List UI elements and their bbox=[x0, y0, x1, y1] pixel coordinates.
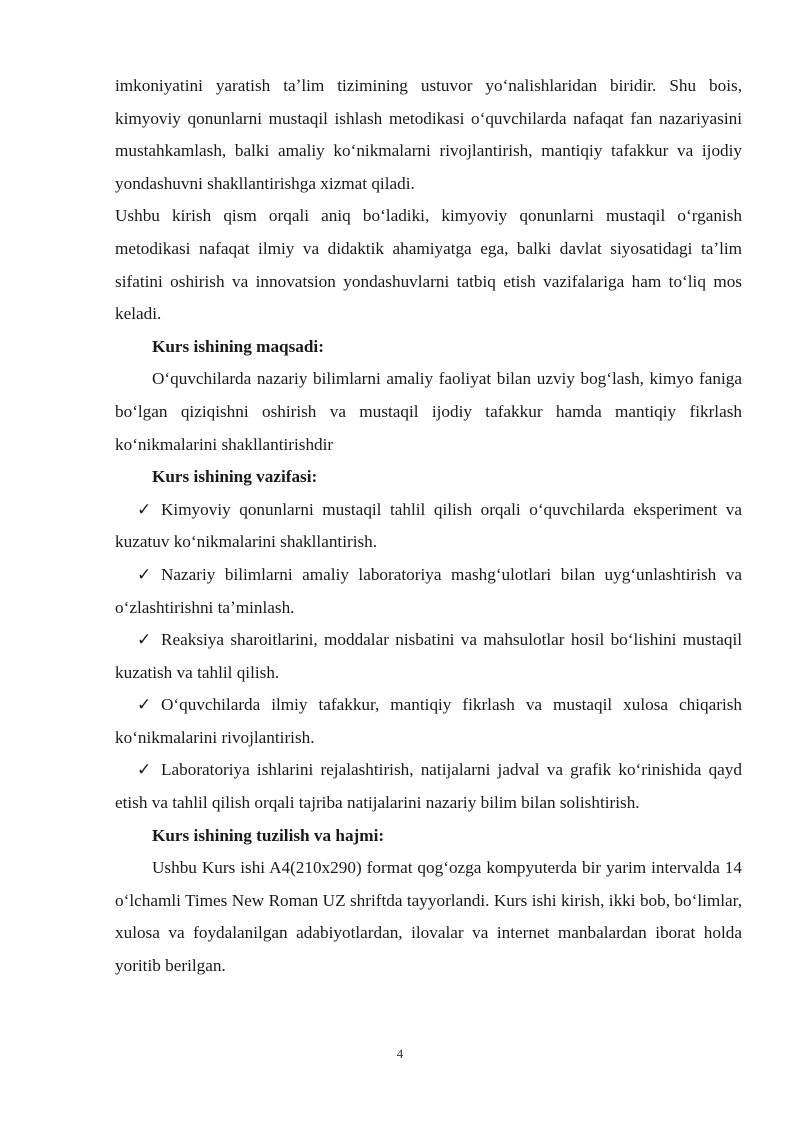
structure-paragraph: Ushbu Kurs ishi A4(210x290) format qogʻozga kompyuterda bir yarim intervalda 14 oʻlchamli Times New Roman UZ shriftda tayyorlandi. Kurs ishi kirish, ikki bob, boʻlimlar, xulosa va foydalanilgan adabiyotlardan, ilovalar va internet manbalardan iborat holda yoritib berilgan. bbox=[115, 858, 742, 976]
task-item-text: Reaksiya sharoitlarini, moddalar nisbatini va mahsulotlar hosil boʻlishini mustaqil kuzatish va tahlil qilish. bbox=[115, 630, 742, 682]
checkmark-icon: ✓ bbox=[137, 564, 152, 584]
goal-paragraph: Oʻquvchilarda nazariy bilimlarni amaliy faoliyat bilan uzviy bogʻlash, kimyo faniga boʻlgan qiziqishni oshirish va mustaqil ijodiy tafakkur hamda mantiqiy fikrlash koʻnikmalarini shakllantirishdir bbox=[115, 369, 742, 454]
checkmark-icon: ✓ bbox=[137, 760, 152, 780]
task-item bbox=[115, 754, 742, 819]
checkmark-icon: ✓ bbox=[137, 695, 152, 715]
task-item-text: Laboratoriya ishlarini rejalashtirish, natijalarni jadval va grafik koʻrinishida qayd etish va tahlil qilish orqali tajriba natijalarini nazariy bilim bilan solishtirish. bbox=[115, 760, 742, 813]
task-item bbox=[115, 689, 742, 754]
tasks-list bbox=[115, 494, 742, 820]
task-item-text: Oʻquvchilarda ilmiy tafakkur, mantiqiy fikrlash va mustaqil xulosa chiqarish koʻnikmalarini rivojlantirish. bbox=[115, 695, 742, 747]
task-item bbox=[115, 624, 742, 689]
task-item-text: Kimyoviy qonunlarni mustaqil tahlil qilish orqali oʻquvchilarda eksperiment va kuzatuv koʻnikmalarini shakllantirish. bbox=[115, 499, 742, 552]
task-item bbox=[115, 494, 742, 559]
intro-conclusion-paragraph: Ushbu kirish qism orqali aniq boʻladiki, kimyoviy qonunlarni mustaqil oʻrganish metodikasi nafaqat ilmiy va didaktik ahamiyatga ega, balki davlat siyosatidagi taʼlim sifatini oshirish va innovatsion yondashuvlarni tatbiq etish vazifalariga ham toʻliq mos keladi. bbox=[115, 206, 742, 324]
task-item bbox=[115, 559, 742, 624]
page-number: 4 bbox=[396, 1046, 404, 1061]
intro-continuation-paragraph: imkoniyatini yaratish taʼlim tizimining ustuvor yoʻnalishlaridan biridir. Shu bois, kimyoviy qonunlarni mustaqil ishlash metodikasi oʻquvchilarda nafaqat fan nazariyasini mustahkamlash, balki amaliy koʻnikmalarni rivojlantirish, mantiqiy tafakkur va ijodiy yondashuvni shakllantirishga xizmat qiladi. bbox=[115, 76, 742, 193]
checkmark-icon: ✓ bbox=[137, 499, 152, 519]
tasks-heading: Kurs ishining vazifasi: bbox=[152, 467, 318, 487]
structure-heading: Kurs ishining tuzilish va hajmi: bbox=[152, 825, 385, 845]
goal-heading: Kurs ishining maqsadi: bbox=[152, 336, 324, 356]
task-item-text: Nazariy bilimlarni amaliy laboratoriya mashgʻulotlari bilan uygʻunlashtirish va oʻzlashtirishni taʼminlash. bbox=[115, 564, 742, 617]
checkmark-icon: ✓ bbox=[137, 630, 152, 650]
document-page bbox=[115, 70, 742, 983]
